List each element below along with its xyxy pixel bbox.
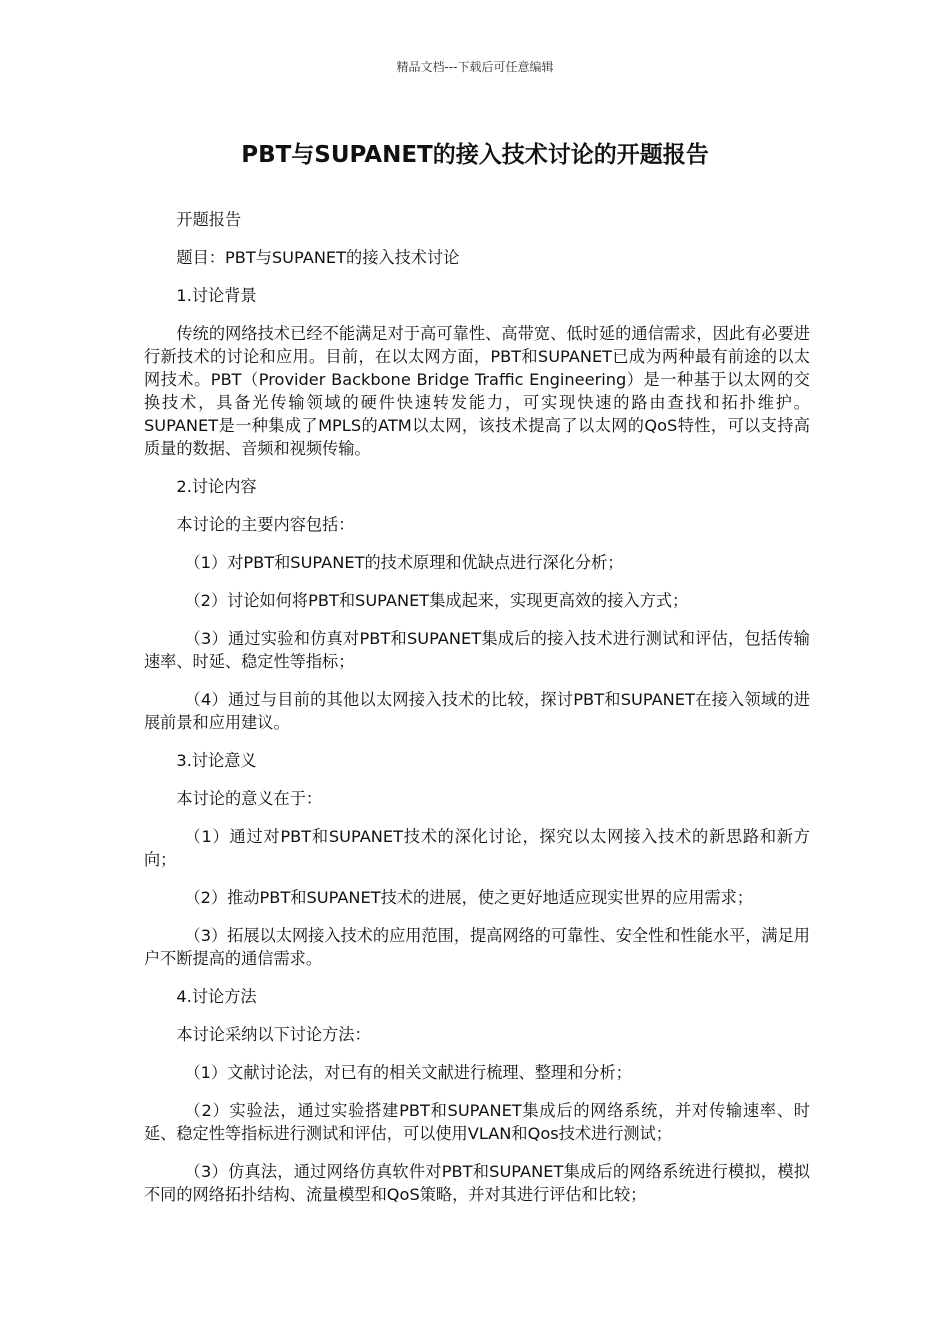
methods-item-2: （2）实验法，通过实验搭建PBT和SUPANET集成后的网络系统，并对传输速率、时延、稳定性等指标进行测试和评估，可以使用VLAN和Qos技术进行测试； [144, 1101, 810, 1143]
topic-line: 题目：PBT与SUPANET的接入技术讨论 [176, 248, 460, 267]
significance-intro: 本讨论的意义在于： [176, 789, 323, 808]
significance-item-2: （2）推动PBT和SUPANET技术的进展，使之更好地适应现实世界的应用需求； [184, 888, 753, 907]
section-heading-content: 2.讨论内容 [176, 477, 257, 496]
methods-item-1: （1）文献讨论法，对已有的相关文献进行梳理、整理和分析； [184, 1063, 632, 1082]
page-header: 精品文档---下载后可任意编辑 [396, 60, 554, 74]
section-heading-background: 1.讨论背景 [176, 286, 257, 305]
section-heading-methods: 4.讨论方法 [176, 987, 257, 1006]
document-title: PBT与SUPANET的接入技术讨论的开题报告 [241, 142, 709, 168]
content-item-4: （4）通过与目前的其他以太网接入技术的比较，探讨PBT和SUPANET在接入领域的进展前景和应用建议。 [144, 690, 810, 732]
content-item-1: （1）对PBT和SUPANET的技术原理和优缺点进行深化分析； [184, 553, 624, 572]
methods-intro: 本讨论采纳以下讨论方法： [176, 1025, 371, 1044]
section-label: 开题报告 [176, 210, 242, 229]
significance-item-1: （1）通过对PBT和SUPANET技术的深化讨论，探究以太网接入技术的新思路和新方向； [144, 827, 810, 869]
content-intro: 本讨论的主要内容包括： [176, 515, 355, 534]
significance-item-3: （3）拓展以太网接入技术的应用范围，提高网络的可靠性、安全性和性能水平，满足用户不断提高的通信需求。 [144, 926, 810, 968]
background-paragraph: 传统的网络技术已经不能满足对于高可靠性、高带宽、低时延的通信需求，因此有必要进行新技术的讨论和应用。目前，在以太网方面，PBT和SUPANET已成为两种最有前途的以太网技术。PBT（Provider Backbone Bridge Traffic Engineering）是一种基于以太网的交换技术，具备光传输领域的硬件快速转发能力，可实现快速的路由查找和拓扑维护。SUPANET是一种集成了MPLS的ATM以太网，该技术提高了以太网的QoS特性，可以支持高质量的数据、音频和视频传输。 [144, 324, 810, 458]
content-item-3: （3）通过实验和仿真对PBT和SUPANET集成后的接入技术进行测试和评估，包括传输速率、时延、稳定性等指标； [144, 629, 810, 671]
content-item-2: （2）讨论如何将PBT和SUPANET集成起来，实现更高效的接入方式； [184, 591, 689, 610]
document-body [144, 208, 810, 1221]
section-heading-significance: 3.讨论意义 [176, 751, 257, 770]
methods-item-3: （3）仿真法，通过网络仿真软件对PBT和SUPANET集成后的网络系统进行模拟，模拟不同的网络拓扑结构、流量模型和QoS策略，并对其进行评估和比较； [144, 1162, 810, 1204]
